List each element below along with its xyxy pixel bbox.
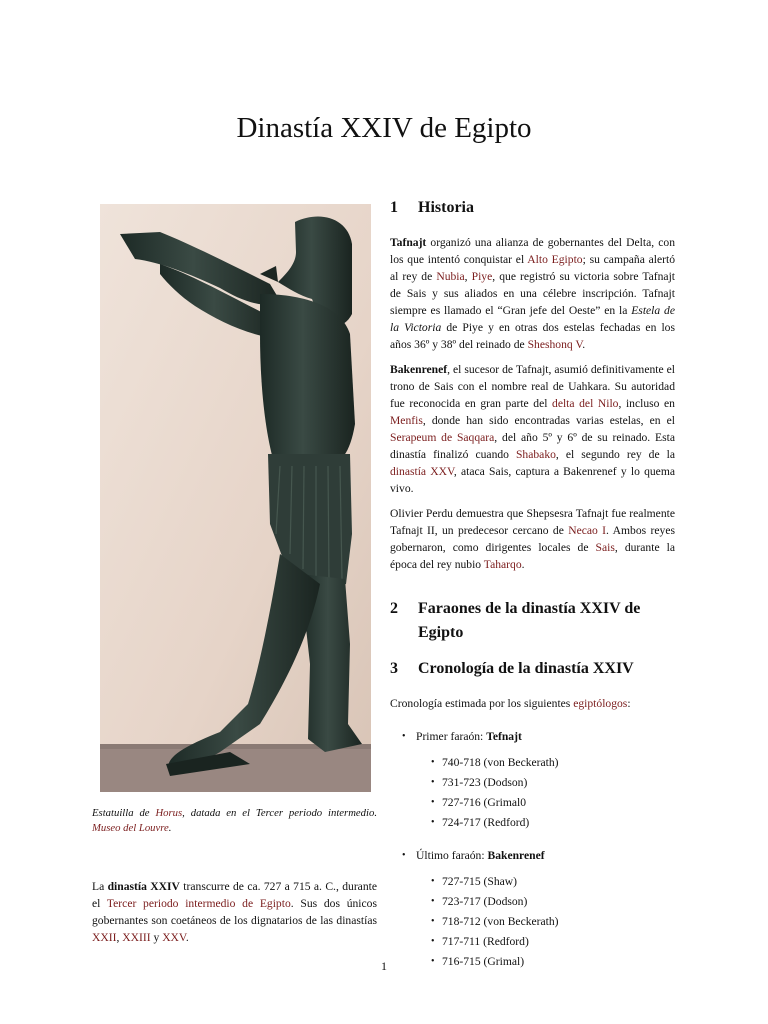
paragraph-perdu: [390, 505, 675, 573]
caption-text: Estatuilla de: [92, 807, 156, 819]
cronologia-intro: [390, 695, 675, 712]
link-delta-nilo[interactable]: delta del Nilo: [552, 397, 619, 410]
text: , el sucesor de Tafnajt, asumió definitivamente el trono de Sais con el nombre real de Uahkara. Su autoridad fue reconocida en gran parte del: [390, 363, 675, 410]
section-heading-faraones: [390, 597, 675, 645]
sublist-tefnajt: [390, 753, 675, 833]
text: organizó una alianza de gobernantes del Delta, con los que intentó conquistar el: [390, 236, 675, 266]
caption-text-end: .: [168, 822, 172, 834]
date-range: 718-712 (von Beckerath): [442, 915, 559, 928]
lead-paragraph: [92, 878, 377, 946]
list-item: [390, 793, 675, 813]
text: , que registró su victoria sobre Tafnajt de Sais y sus aliados en una célebre inscripción. Tafnajt siempre es llamado el “Gran jefe del Oeste” en la: [390, 270, 676, 317]
section-heading-historia: [390, 196, 675, 220]
link-xxiii[interactable]: XXIII: [122, 931, 151, 944]
date-range: 723-717 (Dodson): [442, 895, 528, 908]
sublist-container: [390, 872, 675, 972]
caption-text-mid: , datada en el Tercer periodo intermedio.: [182, 807, 378, 819]
bold-term-bakenrenef: Bakenrenef: [390, 363, 448, 376]
bullet: •: [402, 850, 406, 861]
date-range: 740-718 (von Beckerath): [442, 756, 559, 769]
pharaoh-list: [390, 728, 675, 972]
text: .: [521, 558, 525, 571]
list-label: Último faraón:: [416, 849, 488, 862]
horus-statue-image: [100, 204, 371, 792]
horus-statue-illustration: [100, 204, 371, 792]
page-number: 1: [381, 959, 387, 973]
section-number: 2: [390, 600, 398, 617]
page-title: Dinastía XXIV de Egipto: [236, 112, 532, 144]
date-range: 727-716 (Grimal0: [442, 796, 527, 809]
text: , del año 5º y 6º de su reinado. Esta dinastía finalizó cuando: [390, 431, 675, 461]
lead-text-2: . Sus dos únicos gobernantes son coetáneos de los dignatarios de las dinastías: [92, 897, 377, 927]
bullet: •: [431, 876, 435, 887]
link-piye[interactable]: Piye: [471, 270, 493, 283]
text: , durante la época del rey nubio: [390, 541, 676, 571]
list-item: [390, 872, 675, 892]
section-number: 1: [390, 199, 398, 216]
list-item-ultimo-faraon: [390, 847, 675, 864]
date-range: 724-717 (Redford): [442, 816, 530, 829]
italic-estela: Estela de la Victoria: [390, 304, 675, 334]
date-range: 716-715 (Grimal): [442, 955, 525, 968]
list-item: [390, 813, 675, 833]
pharaoh-name: Bakenrenef: [487, 849, 545, 862]
lead-text-5: .: [185, 931, 189, 944]
link-museo-louvre[interactable]: Museo del Louvre: [92, 822, 169, 834]
paragraph-bakenrenef: [390, 361, 675, 497]
paragraph-tafnajt: [390, 234, 675, 353]
text: , el segundo rey de la: [555, 448, 675, 461]
list-item: [390, 932, 675, 952]
section-title: Cronología de la dinastía XXIV: [418, 660, 634, 677]
list-item-primer-faraon: [390, 728, 675, 745]
bullet: •: [431, 817, 435, 828]
bullet: •: [431, 956, 435, 967]
link-sheshonq-v[interactable]: Sheshonq V: [527, 338, 583, 351]
figure-caption: [92, 806, 377, 836]
link-taharqo[interactable]: Taharqo: [483, 558, 522, 571]
bullet: •: [431, 936, 435, 947]
lead-bold-term: dinastía XXIV: [107, 880, 180, 893]
bullet: •: [431, 916, 435, 927]
text: , donde han sido encontradas varias estelas, en el: [422, 414, 675, 427]
link-egiptologos[interactable]: egiptólogos: [573, 697, 628, 710]
link-dinastia-xxv[interactable]: dinastía XXV: [390, 465, 454, 478]
link-tercer-periodo[interactable]: Tercer periodo intermedio de Egipto: [106, 897, 291, 910]
date-range: 717-711 (Redford): [442, 935, 529, 948]
bullet: •: [431, 797, 435, 808]
text: Cronología estimada por los siguientes: [390, 697, 574, 710]
link-serapeum[interactable]: Serapeum de Saqqara: [390, 431, 495, 444]
link-horus[interactable]: Horus: [155, 807, 183, 819]
text: . Ambos reyes gobernaron, como dirigentes locales de: [390, 524, 675, 554]
link-menfis[interactable]: Menfis: [390, 414, 423, 427]
section-title: Faraones de la dinastía XXIV de Egipto: [418, 600, 641, 641]
list-item: [390, 773, 675, 793]
link-xxii[interactable]: XXII: [92, 931, 117, 944]
lead-text-1: transcurre de ca. 727 a 715 a. C., durante el: [92, 880, 377, 910]
list-label: Primer faraón:: [416, 730, 487, 743]
link-sais[interactable]: Sais: [595, 541, 615, 554]
section-title: Historia: [418, 199, 474, 216]
link-alto-egipto[interactable]: Alto Egipto: [527, 253, 583, 266]
link-xxv[interactable]: XXV: [162, 931, 186, 944]
date-range: 727-715 (Shaw): [442, 875, 518, 888]
list-item: [390, 892, 675, 912]
link-necao-i[interactable]: Necao I: [568, 524, 607, 537]
sublist-container: [390, 753, 675, 833]
right-column: [390, 196, 675, 972]
sublist-bakenrenef: [390, 872, 675, 972]
text: , incluso en: [618, 397, 675, 410]
text: Olivier Perdu demuestra que Shepsesra Tafnajt fue realmente Tafnajt II, un predecesor cercano de: [390, 507, 675, 537]
link-shabako[interactable]: Shabako: [515, 448, 556, 461]
text: de Piye y en otras dos estelas fechadas en los años 36º y 38º del reinado de: [390, 321, 675, 351]
lead-text-4: y: [150, 931, 163, 944]
pharaoh-name: Tefnajt: [486, 730, 522, 743]
bold-term-tafnajt: Tafnajt: [390, 236, 427, 249]
bullet: •: [431, 896, 435, 907]
text: ,: [464, 270, 472, 283]
section-number: 3: [390, 660, 398, 677]
list-item: [390, 912, 675, 932]
lead-text: La: [92, 880, 108, 893]
bullet: •: [431, 777, 435, 788]
lead-text-3: ,: [116, 931, 123, 944]
list-item: [390, 753, 675, 773]
text: :: [627, 697, 631, 710]
date-range: 731-723 (Dodson): [442, 776, 528, 789]
section-heading-cronologia: [390, 657, 675, 681]
bullet: •: [402, 731, 406, 742]
bullet: •: [431, 757, 435, 768]
text: ; su campaña alertó al rey de: [390, 253, 675, 283]
link-nubia[interactable]: Nubia: [436, 270, 465, 283]
text: .: [582, 338, 586, 351]
text: , ataca Sais, captura a Bakenrenef y lo quema vivo.: [390, 465, 675, 495]
